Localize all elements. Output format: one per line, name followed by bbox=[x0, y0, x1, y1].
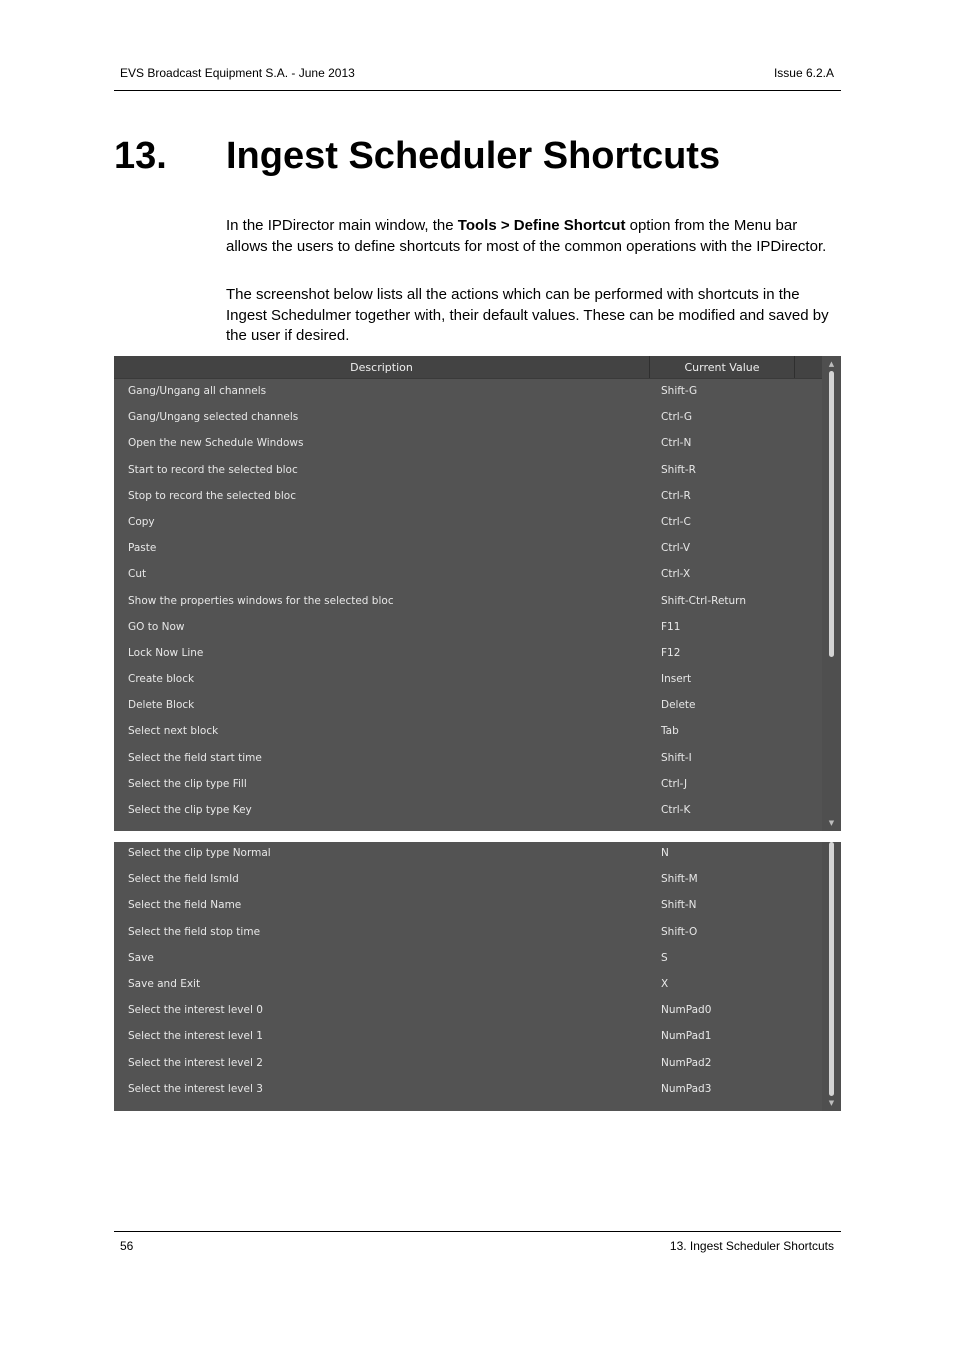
shortcut-value[interactable]: NumPad0 bbox=[661, 1004, 712, 1017]
scroll-down-icon[interactable]: ▼ bbox=[828, 1099, 835, 1107]
shortcut-value[interactable]: Shift-M bbox=[661, 873, 698, 886]
shortcut-value[interactable]: Shift-N bbox=[661, 899, 697, 912]
shortcuts-table-part1 bbox=[114, 356, 841, 831]
shortcut-value[interactable]: Insert bbox=[661, 673, 692, 686]
shortcut-value[interactable]: Shift-I bbox=[661, 751, 692, 764]
table-row[interactable] bbox=[114, 404, 814, 430]
table-row[interactable] bbox=[114, 718, 814, 744]
shortcut-value[interactable]: Shift-G bbox=[661, 385, 698, 397]
table-row[interactable] bbox=[114, 1076, 814, 1102]
shortcut-description: Select the clip type Normal bbox=[128, 847, 271, 859]
intro-paragraph-2: The screenshot below lists all the actions which can be performed with shortcuts in the Ingest Schedulmer together with, their default values. These can be modified and saved by the user if desired. bbox=[226, 286, 829, 344]
menu-path: Tools > Define Shortcut bbox=[457, 217, 626, 234]
shortcut-value[interactable]: Shift-R bbox=[661, 463, 696, 476]
shortcut-value[interactable]: N bbox=[661, 847, 669, 859]
vertical-scrollbar[interactable] bbox=[822, 356, 841, 831]
shortcut-value[interactable]: Ctrl-G bbox=[661, 411, 692, 424]
page-number: 56 bbox=[120, 1239, 134, 1253]
table-row[interactable] bbox=[114, 945, 814, 971]
shortcut-description: Select the interest level 0 bbox=[128, 1004, 263, 1017]
shortcut-value[interactable]: Ctrl-X bbox=[661, 568, 691, 581]
shortcut-value[interactable]: Shift-Ctrl-Return bbox=[661, 594, 746, 607]
table-row[interactable] bbox=[114, 614, 814, 640]
header-issue: Issue 6.2.A bbox=[773, 66, 834, 80]
table-row[interactable] bbox=[114, 745, 814, 771]
shortcut-description: Save bbox=[128, 951, 154, 964]
shortcut-value[interactable]: F12 bbox=[661, 646, 681, 659]
table-body bbox=[114, 840, 814, 1102]
shortcut-description: Gang/Ungang selected channels bbox=[128, 411, 299, 424]
page-header bbox=[114, 64, 841, 91]
table-row[interactable] bbox=[114, 971, 814, 997]
shortcut-description: GO to Now bbox=[128, 620, 185, 633]
table-row[interactable] bbox=[114, 430, 814, 456]
shortcut-value[interactable]: Ctrl-N bbox=[661, 437, 692, 450]
table-row[interactable] bbox=[114, 1050, 814, 1076]
shortcut-description: Select the interest level 1 bbox=[128, 1030, 263, 1043]
table-row[interactable] bbox=[114, 483, 814, 509]
scroll-down-icon[interactable]: ▼ bbox=[828, 819, 835, 827]
column-header-description[interactable]: Description bbox=[114, 356, 650, 378]
shortcut-description: Cut bbox=[128, 568, 147, 581]
table-row[interactable] bbox=[114, 640, 814, 666]
vertical-scrollbar[interactable] bbox=[822, 842, 841, 1111]
shortcut-description: Delete Block bbox=[128, 699, 195, 712]
intro-text-start: In the IPDirector main window, the bbox=[226, 217, 458, 234]
intro-paragraph-1 bbox=[226, 216, 836, 257]
shortcut-value[interactable]: NumPad3 bbox=[661, 1082, 712, 1095]
shortcut-description: Paste bbox=[128, 542, 157, 555]
table-row[interactable] bbox=[114, 840, 814, 866]
table-row[interactable] bbox=[114, 771, 814, 797]
shortcut-description: Create block bbox=[128, 673, 195, 686]
table-row[interactable] bbox=[114, 797, 814, 823]
shortcut-value[interactable]: Ctrl-C bbox=[661, 515, 691, 528]
chapter-number: 13. bbox=[114, 135, 167, 177]
shortcut-value[interactable]: Shift-O bbox=[661, 925, 698, 938]
footer-chapter: 13. Ingest Scheduler Shortcuts bbox=[669, 1239, 834, 1253]
shortcut-value[interactable]: Delete bbox=[661, 699, 696, 712]
intro-text-end: option from the Menu bar allows the users to define shortcuts for most of the common operations with the IPDirector. bbox=[226, 217, 827, 255]
table-header bbox=[114, 356, 841, 379]
shortcut-value[interactable]: X bbox=[661, 977, 669, 990]
table-row[interactable] bbox=[114, 919, 814, 945]
shortcut-description: Select the field IsmId bbox=[128, 873, 239, 886]
table-body bbox=[114, 378, 814, 823]
shortcut-description: Gang/Ungang all channels bbox=[128, 385, 267, 397]
shortcut-value[interactable]: NumPad2 bbox=[661, 1056, 712, 1069]
shortcut-description: Start to record the selected bloc bbox=[128, 463, 298, 476]
header-publisher: EVS Broadcast Equipment S.A. - June 2013 bbox=[120, 66, 355, 80]
shortcut-description: Select the field stop time bbox=[128, 925, 261, 938]
shortcut-value[interactable]: Tab bbox=[661, 725, 679, 738]
shortcut-description: Stop to record the selected bloc bbox=[128, 489, 296, 502]
chapter-title: Ingest Scheduler Shortcuts bbox=[226, 135, 721, 177]
table-row[interactable] bbox=[114, 666, 814, 692]
shortcut-value[interactable]: S bbox=[661, 951, 668, 964]
shortcut-description: Copy bbox=[128, 515, 155, 528]
shortcuts-table-part2 bbox=[114, 842, 841, 1111]
shortcut-value[interactable]: Ctrl-V bbox=[661, 542, 691, 555]
shortcut-description: Open the new Schedule Windows bbox=[128, 437, 304, 450]
table-row[interactable] bbox=[114, 457, 814, 483]
page-footer bbox=[114, 1231, 841, 1256]
shortcut-description: Select next block bbox=[128, 725, 219, 738]
shortcut-description: Select the clip type Fill bbox=[128, 777, 247, 790]
shortcut-description: Select the interest level 2 bbox=[128, 1056, 263, 1069]
shortcut-value[interactable]: Ctrl-R bbox=[661, 489, 691, 502]
table-row[interactable] bbox=[114, 509, 814, 535]
table-row[interactable] bbox=[114, 535, 814, 561]
table-row[interactable] bbox=[114, 997, 814, 1023]
shortcut-value[interactable]: Ctrl-K bbox=[661, 804, 691, 816]
shortcut-description: Lock Now Line bbox=[128, 646, 204, 659]
shortcut-value[interactable]: F11 bbox=[661, 620, 681, 633]
scrollbar-thumb[interactable] bbox=[829, 842, 834, 1096]
shortcut-description: Select the field Name bbox=[128, 899, 242, 912]
scrollbar-thumb[interactable] bbox=[829, 371, 834, 657]
table-row[interactable] bbox=[114, 692, 814, 718]
shortcut-description: Select the field start time bbox=[128, 751, 262, 764]
shortcut-description: Select the clip type Key bbox=[128, 804, 252, 816]
table-row[interactable] bbox=[114, 561, 814, 587]
table-row[interactable] bbox=[114, 378, 814, 404]
column-header-current-value[interactable]: Current Value bbox=[650, 356, 795, 378]
table-row[interactable] bbox=[114, 892, 814, 918]
scroll-up-icon[interactable]: ▲ bbox=[828, 360, 835, 368]
shortcut-description: Show the properties windows for the selected bloc bbox=[128, 594, 394, 607]
shortcut-value[interactable]: NumPad1 bbox=[661, 1030, 712, 1043]
table-row[interactable] bbox=[114, 588, 814, 614]
table-row[interactable] bbox=[114, 1023, 814, 1049]
table-row[interactable] bbox=[114, 866, 814, 892]
shortcut-description: Save and Exit bbox=[128, 977, 201, 990]
shortcut-value[interactable]: Ctrl-J bbox=[661, 777, 688, 790]
shortcut-description: Select the interest level 3 bbox=[128, 1082, 263, 1095]
